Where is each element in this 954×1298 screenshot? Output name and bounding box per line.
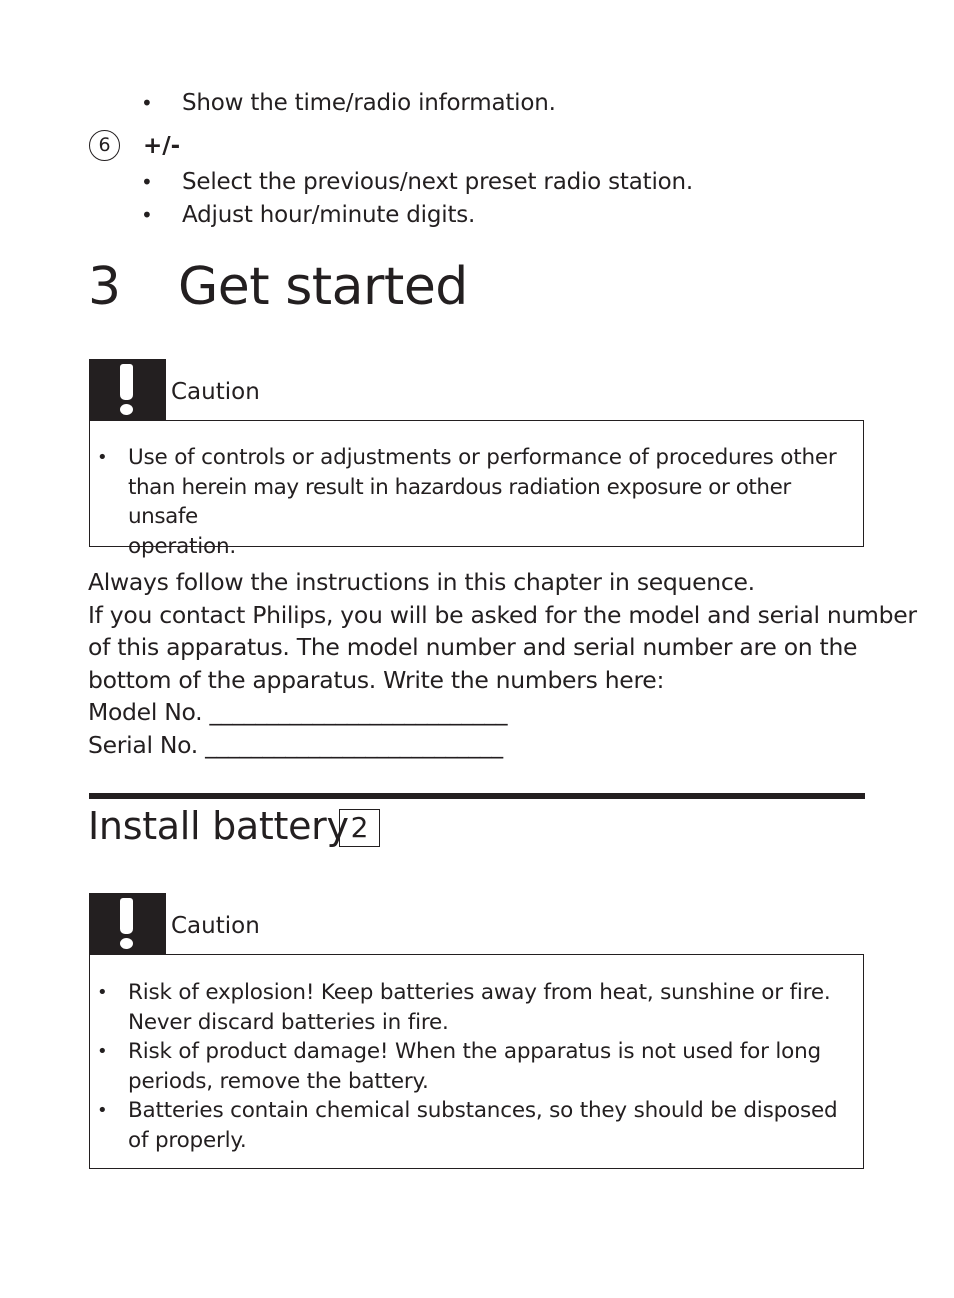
caution-line: Batteries contain chemical substances, so they should be disposed	[128, 1098, 838, 1123]
caution-line: of properly.	[128, 1127, 247, 1153]
bullet-dot: •	[141, 170, 153, 194]
caution-line: periods, remove the battery.	[128, 1068, 429, 1094]
caution-box	[89, 420, 864, 559]
caution-line: than herein may result in hazardous radiation exposure or other unsafe	[128, 474, 791, 529]
section-title: Install battery	[88, 804, 349, 848]
bullet-text: Adjust hour/minute digits.	[182, 202, 476, 228]
caution-label: Caution	[171, 379, 260, 405]
control-label: +/-	[143, 133, 181, 159]
intro-line: of this apparatus. The model number and serial number are on the	[88, 633, 858, 661]
caution-box	[89, 954, 864, 1169]
intro-line: If you contact Philips, you will be asked for the model and serial number	[88, 601, 917, 629]
intro-line: bottom of the apparatus. Write the numbers here:	[88, 666, 665, 694]
caution-line: Use of controls or adjustments or performance of procedures other	[128, 445, 837, 470]
figure-reference: 2	[339, 809, 380, 847]
chapter-title: Get started	[178, 257, 468, 317]
bullet-text: Show the time/radio information.	[182, 90, 556, 116]
caution-label: Caution	[171, 913, 260, 939]
caution-icon	[89, 359, 166, 421]
section-divider	[89, 793, 865, 799]
caution-item: • Risk of product damage! When the apparatus is not used for long periods, remove the battery.	[90, 1037, 863, 1096]
caution-line: Risk of product damage! When the apparatus is not used for long	[128, 1039, 821, 1064]
model-number-field: Model No. __________________________	[88, 698, 508, 726]
caution-line: Risk of explosion! Keep batteries away from heat, sunshine or fire.	[128, 980, 831, 1005]
bullet-dot: •	[141, 203, 153, 227]
caution-line: operation.	[128, 533, 237, 559]
serial-number-field: Serial No. __________________________	[88, 731, 503, 759]
bullet-text: Select the previous/next preset radio station.	[182, 169, 694, 195]
caution-icon	[89, 893, 166, 955]
intro-line: Always follow the instructions in this chapter in sequence.	[88, 568, 755, 596]
bullet-dot: •	[141, 91, 153, 115]
caution-item: • Batteries contain chemical substances, so they should be disposed of properly.	[90, 1096, 863, 1155]
control-number-badge: 6	[89, 130, 120, 161]
caution-line: Never discard batteries in fire.	[128, 1009, 449, 1035]
caution-item: • Use of controls or adjustments or performance of procedures other than herein may result in hazardous radiation exposure or other unsafe operation.	[90, 443, 863, 561]
caution-item: • Risk of explosion! Keep batteries away from heat, sunshine or fire. Never discard batteries in fire.	[90, 978, 863, 1037]
chapter-number: 3	[88, 257, 122, 317]
